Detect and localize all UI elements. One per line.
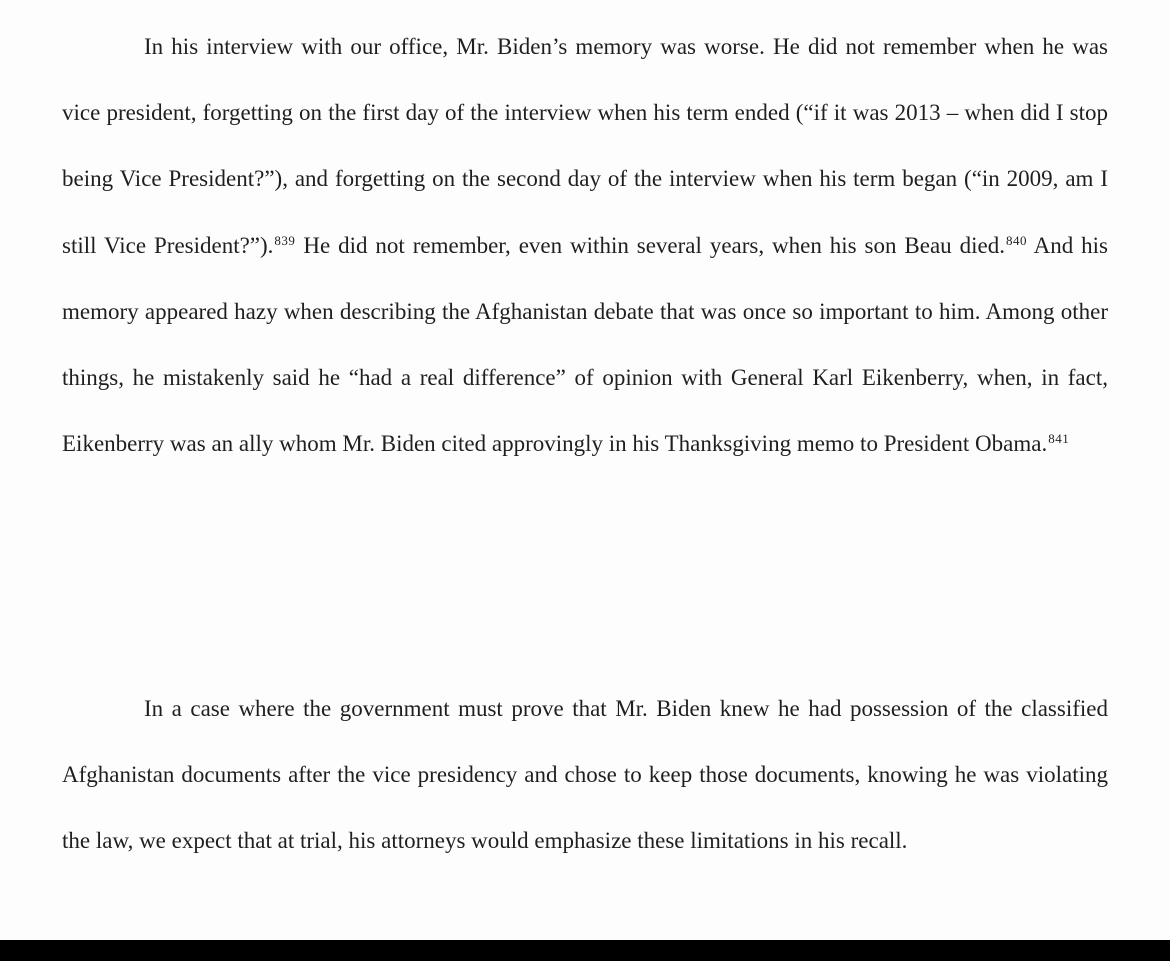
bottom-black-bar — [0, 940, 1170, 961]
footnote-ref-841: 841 — [1048, 431, 1070, 447]
paragraph-1-sentence-2: He did not remember, even within several years, when his son Beau died. — [295, 232, 1005, 258]
paragraph-2-text: In a case where the government must prove that Mr. Biden knew he had possession of the classified Afghanistan documents after the vice presidency and chose to keep those documents, knowing he was violating the law, we expect that at trial, his attorneys would emphasize these limitations in his recall. — [62, 696, 1108, 854]
paragraph-trial — [62, 676, 1108, 875]
paragraph-memory — [62, 14, 1108, 477]
paragraph-1-sentence-1: In his interview with our office, Mr. Biden’s memory was worse. He did not remember when he was vice president, forgetting on the first day of the interview when his term ended (“if it was 2013 – when did I stop being Vice President?”), and forgetting on the second day of the interview when his term began (“in 2009, am I still Vice President?”). — [62, 34, 1108, 258]
footnote-ref-840: 840 — [1005, 232, 1027, 248]
paragraph-1-sentence-3: And his memory appeared hazy when describing the Afghanistan debate that was once so important to him. Among other things, he mistakenly said he “had a real difference” of opinion with General Karl Eikenberry, when, in fact, Eikenberry was an ally whom Mr. Biden cited approvingly in his Thanksgiving memo to President Obama. — [62, 232, 1109, 457]
footnote-ref-839: 839 — [274, 232, 296, 248]
